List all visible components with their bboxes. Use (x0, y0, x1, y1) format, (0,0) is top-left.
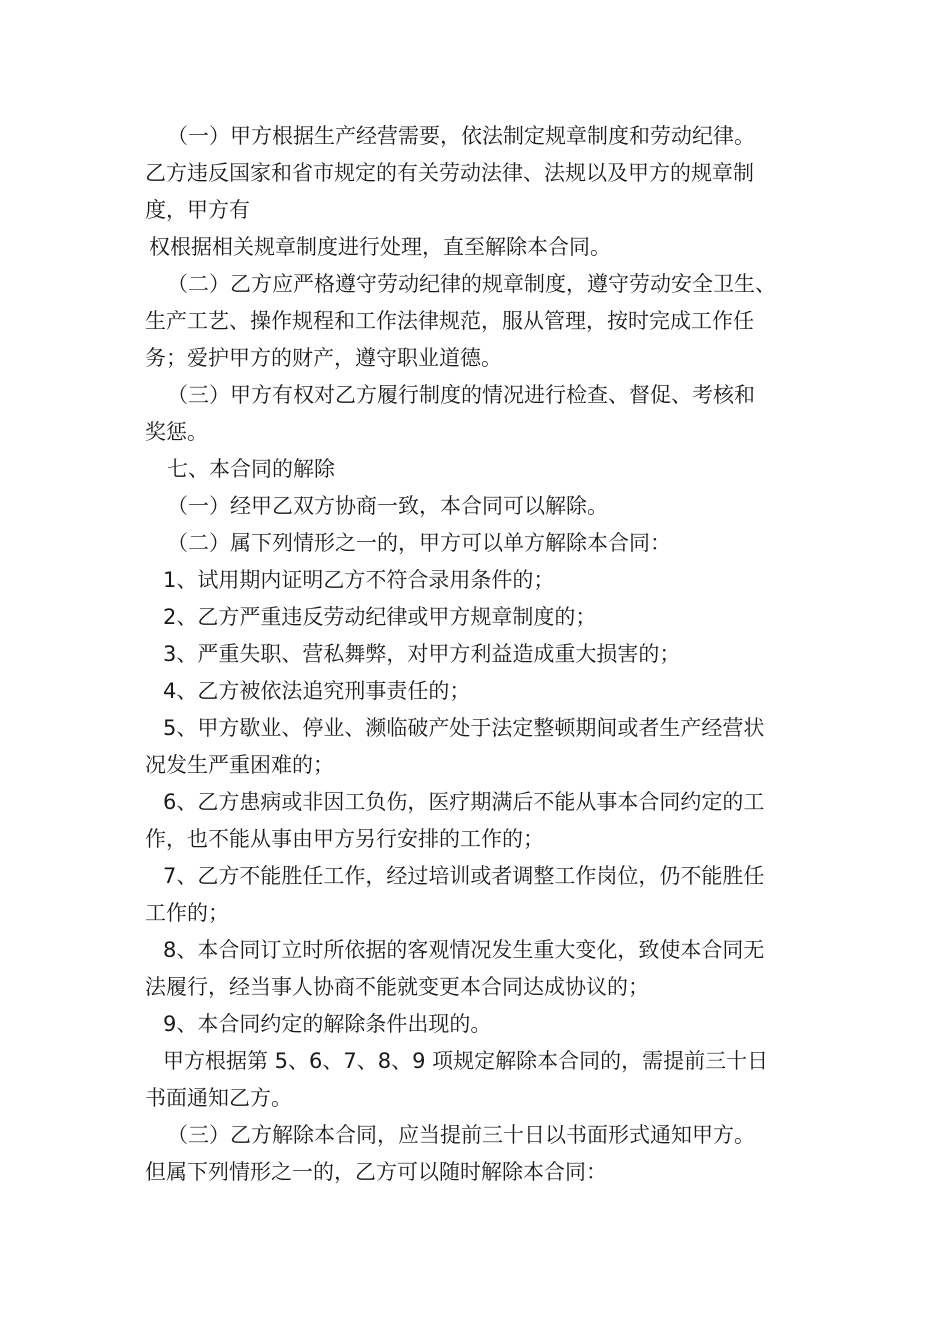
paragraph-line: （二）属下列情形之一的，甲方可以单方解除本合同： (167, 531, 671, 555)
paragraph-line: 权根据相关规章制度进行处理，直至解除本合同。 (149, 235, 611, 259)
paragraph-line: 甲方根据第 5、6、7、8、9 项规定解除本合同的，需提前三十日 (163, 1049, 769, 1073)
paragraph-line: 生产工艺、操作规程和工作法律规范，服从管理，按时完成工作任 (145, 309, 754, 333)
list-item: 8、本合同订立时所依据的客观情况发生重大变化，致使本合同无 (163, 938, 765, 962)
list-item: 5、甲方歇业、停业、濒临破产处于法定整顿期间或者生产经营状 (163, 716, 765, 740)
list-item: 4、乙方被依法追究刑事责任的； (163, 679, 471, 703)
section-heading: 七、本合同的解除 (167, 457, 335, 481)
list-item: 9、本合同约定的解除条件出现的。 (163, 1012, 492, 1036)
list-item-continuation: 法履行，经当事人协商不能就变更本合同达成协议的； (145, 975, 649, 999)
paragraph-line: 乙方违反国家和省市规定的有关劳动法律、法规以及甲方的规章制 (145, 161, 754, 185)
paragraph-line: （三）甲方有权对乙方履行制度的情况进行检查、督促、考核和 (167, 383, 755, 407)
paragraph-line: 奖惩。 (145, 420, 208, 444)
list-item: 1、试用期内证明乙方不符合录用条件的； (163, 568, 555, 592)
list-item: 3、严重失职、营私舞弊，对甲方利益造成重大损害的； (163, 642, 681, 666)
paragraph-line: 务；爱护甲方的财产，遵守职业道德。 (145, 346, 502, 370)
document-body (145, 118, 830, 1191)
paragraph-line: 度，甲方有 (145, 198, 250, 222)
list-item: 6、乙方患病或非因工负伤，医疗期满后不能从事本合同约定的工 (163, 790, 765, 814)
paragraph-line: （一）经甲乙双方协商一致，本合同可以解除。 (167, 494, 608, 518)
paragraph-line: 书面通知乙方。 (145, 1086, 292, 1110)
list-item: 2、乙方严重违反劳动纪律或甲方规章制度的； (163, 605, 597, 629)
paragraph-line: （三）乙方解除本合同，应当提前三十日以书面形式通知甲方。 (167, 1123, 755, 1147)
paragraph-line: 但属下列情形之一的，乙方可以随时解除本合同： (145, 1160, 607, 1184)
paragraph-line: （二）乙方应严格遵守劳动纪律的规章制度，遵守劳动安全卫生、 (167, 272, 776, 296)
list-item-continuation: 作，也不能从事由甲方另行安排的工作的； (145, 827, 544, 851)
list-item-continuation: 工作的； (145, 901, 229, 925)
paragraph-line: （一）甲方根据生产经营需要，依法制定规章制度和劳动纪律。 (167, 124, 755, 148)
list-item-continuation: 况发生严重困难的； (145, 753, 334, 777)
list-item: 7、乙方不能胜任工作，经过培训或者调整工作岗位，仍不能胜任 (163, 864, 765, 888)
